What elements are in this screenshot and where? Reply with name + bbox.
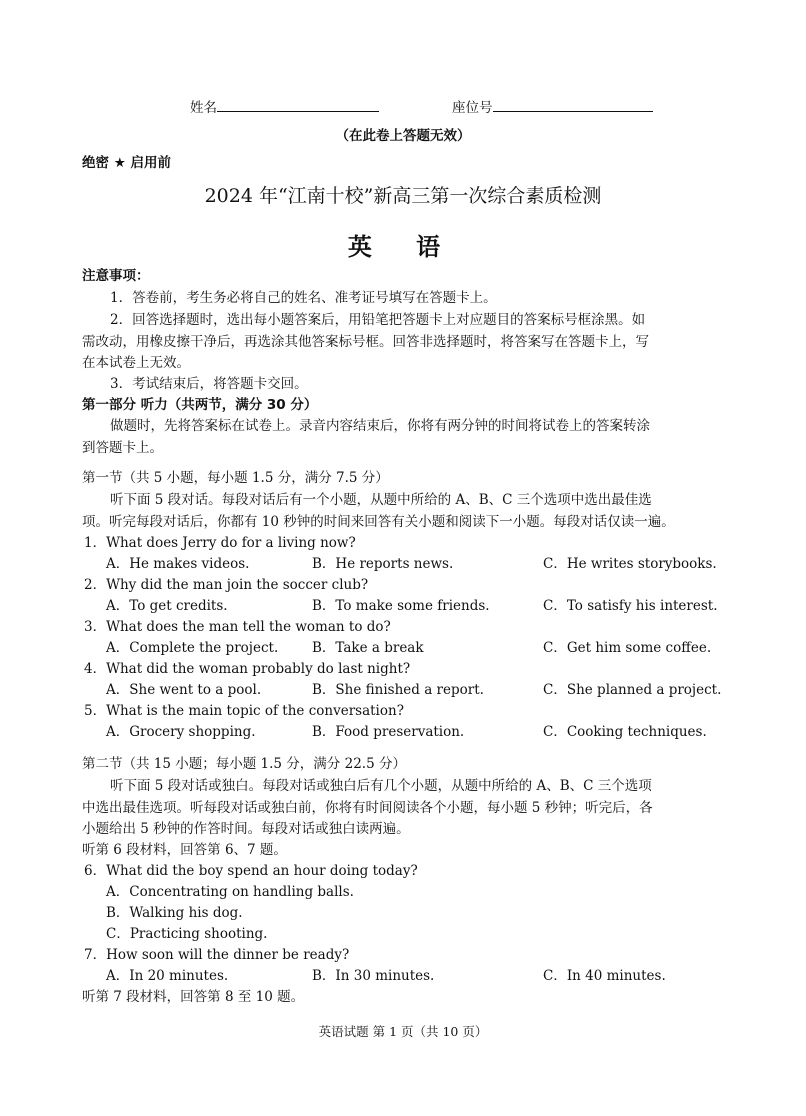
name-field [190,96,379,116]
page-footer: 英语试题 第 1 页（共 10 页） [318,1024,488,1039]
question-3-option-a: A．Complete the project. [106,640,279,656]
question-3: 3．What does the man tell the woman to do? [84,619,391,635]
notice-item-2-line-1: 2．回答选择题时，选出每小题答案后，用铅笔把答题卡上对应题目的答案标号框涂黑。如 [110,312,646,328]
question-4-option-b: B．She finished a report. [312,682,484,698]
question-4-option-a: A．She went to a pool. [106,682,262,698]
part1-intro-line-2: 到答题卡上。 [82,440,163,456]
name-label: 姓名 [190,100,217,116]
question-6-option-c: C．Practicing shooting. [106,926,268,942]
notice-item-2-line-3: 在本试卷上无效。 [82,355,190,371]
section2-intro-line-2: 中选出最佳选项。听每段对话或独白前，你将有时间阅读各个小题，每小题 5 秒钟；听完后，各 [82,800,653,816]
question-4: 4．What did the woman probably do last night? [84,661,411,677]
question-1-option-a: A．He makes videos. [106,556,250,572]
question-6: 6．What did the boy spend an hour doing today? [84,863,418,879]
notice-heading: 注意事项： [82,268,150,284]
subject-title: 英 语 [347,233,459,261]
section2-intro-line-3: 小题给出 5 秒钟的作答时间。每段对话或独白读两遍。 [82,821,410,837]
invalid-note: （在此卷上答题无效） [335,128,471,144]
part1-intro-line-1: 做题时，先将答案标在试卷上。录音内容结束后，你将有两分钟的时间将试卷上的答案转涂 [110,418,650,434]
question-3-option-c: C．Get him some coffee. [543,640,712,656]
question-1-option-c: C．He writes storybooks. [543,556,717,572]
notice-item-1: 1．答卷前，考生务必将自己的姓名、准考证号填写在答题卡上。 [110,290,497,306]
seat-blank [493,97,653,112]
question-5-option-b: B．Food preservation. [312,724,465,740]
question-2-option-b: B．To make some friends. [312,598,490,614]
seat-field [452,96,653,116]
section1-heading: 第一节（共 5 小题，每小题 1.5 分，满分 7.5 分） [82,470,389,486]
section2-intro-line-1: 听下面 5 段对话或独白。每段对话或独白后有几个小题，从题中所给的 A、B、C 三个选项 [110,778,652,794]
question-5-option-c: C．Cooking techniques. [543,724,707,740]
question-2-option-c: C．To satisfy his interest. [543,598,718,614]
question-1-option-b: B．He reports news. [312,556,454,572]
question-7-option-b: B．In 30 minutes. [312,968,435,984]
question-5: 5．What is the main topic of the conversation? [84,703,404,719]
question-7: 7．How soon will the dinner be ready? [84,947,350,963]
seat-label: 座位号 [452,100,493,116]
question-4-option-c: C．She planned a project. [543,682,722,698]
section1-intro-line-1: 听下面 5 段对话。每段对话后有一个小题，从题中所给的 A、B、C 三个选项中选出最佳选 [110,492,652,508]
notice-item-2-line-2: 需改动，用橡皮擦干净后，再选涂其他答案标号框。回答非选择题时，将答案写在答题卡上，写 [82,334,649,350]
question-3-option-b: B．Take a break [312,640,424,656]
notice-item-3: 3．考试结束后，将答题卡交回。 [110,376,308,392]
question-6-option-b: B．Walking his dog. [106,905,243,921]
part1-heading: 第一部分 听力（共两节，满分 30 分） [82,397,318,413]
name-blank [217,97,379,112]
section2-heading: 第二节（共 15 小题；每小题 1.5 分，满分 22.5 分） [82,756,406,772]
exam-title: 2024 年“江南十校”新高三第一次综合素质检测 [204,185,602,207]
question-6-option-a: A．Concentrating on handling balls. [106,884,354,900]
question-7-option-a: A．In 20 minutes. [106,968,229,984]
secret-tag: 绝密 ★ 启用前 [82,155,172,171]
question-2-option-a: A．To get credits. [106,598,228,614]
question-7-option-c: C．In 40 minutes. [543,968,666,984]
question-5-option-a: A．Grocery shopping. [106,724,256,740]
section1-intro-line-2: 项。听完每段对话后，你都有 10 秒钟的时间来回答有关小题和阅读下一小题。每段对话仅读一遍。 [82,514,675,530]
material-7-instruction: 听第 7 段材料，回答第 8 至 10 题。 [82,989,305,1005]
question-1: 1．What does Jerry do for a living now? [84,535,356,551]
material-6-instruction: 听第 6 段材料，回答第 6、7 题。 [82,842,287,858]
question-2: 2．Why did the man join the soccer club? [84,577,369,593]
